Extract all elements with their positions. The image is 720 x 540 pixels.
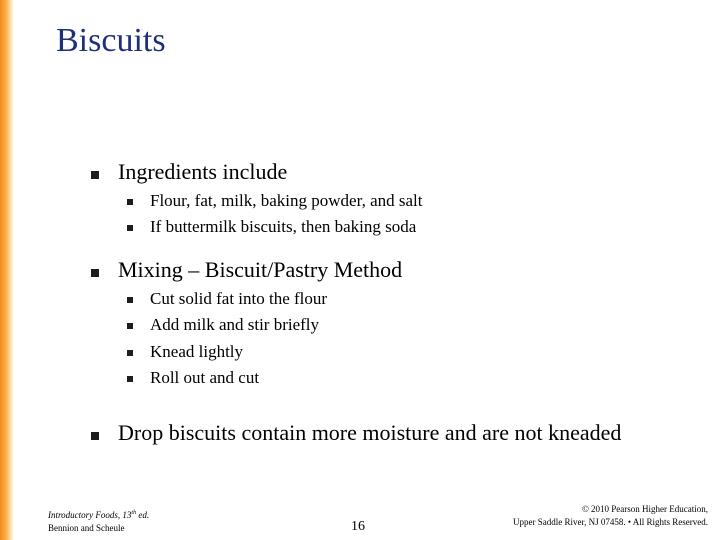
sub-bullet-marker	[127, 376, 133, 382]
bullet-ingredients: Ingredients include	[118, 159, 288, 184]
sub-bullet-marker	[127, 199, 133, 205]
copyright-notice: © 2010 Pearson Higher Education, Upper Saddle River, NJ 07458. • All Rights Reserved.	[512, 504, 708, 527]
sub-bullet-marker	[127, 323, 133, 329]
sub-bullet-marker	[127, 225, 133, 231]
sub-bullet-marker	[127, 297, 133, 303]
bullet-marker	[91, 171, 99, 179]
bullet-marker	[91, 432, 99, 440]
slide-title: Biscuits	[56, 22, 166, 59]
page-number: 16	[351, 519, 365, 534]
sub-bullet-item: Flour, fat, milk, baking powder, and salt	[150, 191, 423, 210]
sub-bullet-item: Cut solid fat into the flour	[150, 289, 328, 308]
book-title: Introductory Foods, 13th ed.	[48, 510, 150, 520]
sub-bullet-item: Knead lightly	[150, 342, 244, 361]
bullet-mixing: Mixing – Biscuit/Pastry Method	[118, 257, 403, 282]
footer-citation	[48, 507, 149, 535]
sub-bullet-item: Add milk and stir briefly	[150, 315, 320, 334]
accent-bar	[0, 0, 14, 540]
sub-bullet-marker	[127, 350, 133, 356]
bullet-drop-biscuits: Drop biscuits contain more moisture and are not kneaded	[118, 420, 622, 445]
authors: Bennion and Scheule	[48, 523, 125, 533]
sub-bullet-item: Roll out and cut	[150, 368, 260, 387]
bullet-marker	[91, 269, 99, 277]
sub-bullet-item: If buttermilk biscuits, then baking soda	[150, 217, 417, 236]
